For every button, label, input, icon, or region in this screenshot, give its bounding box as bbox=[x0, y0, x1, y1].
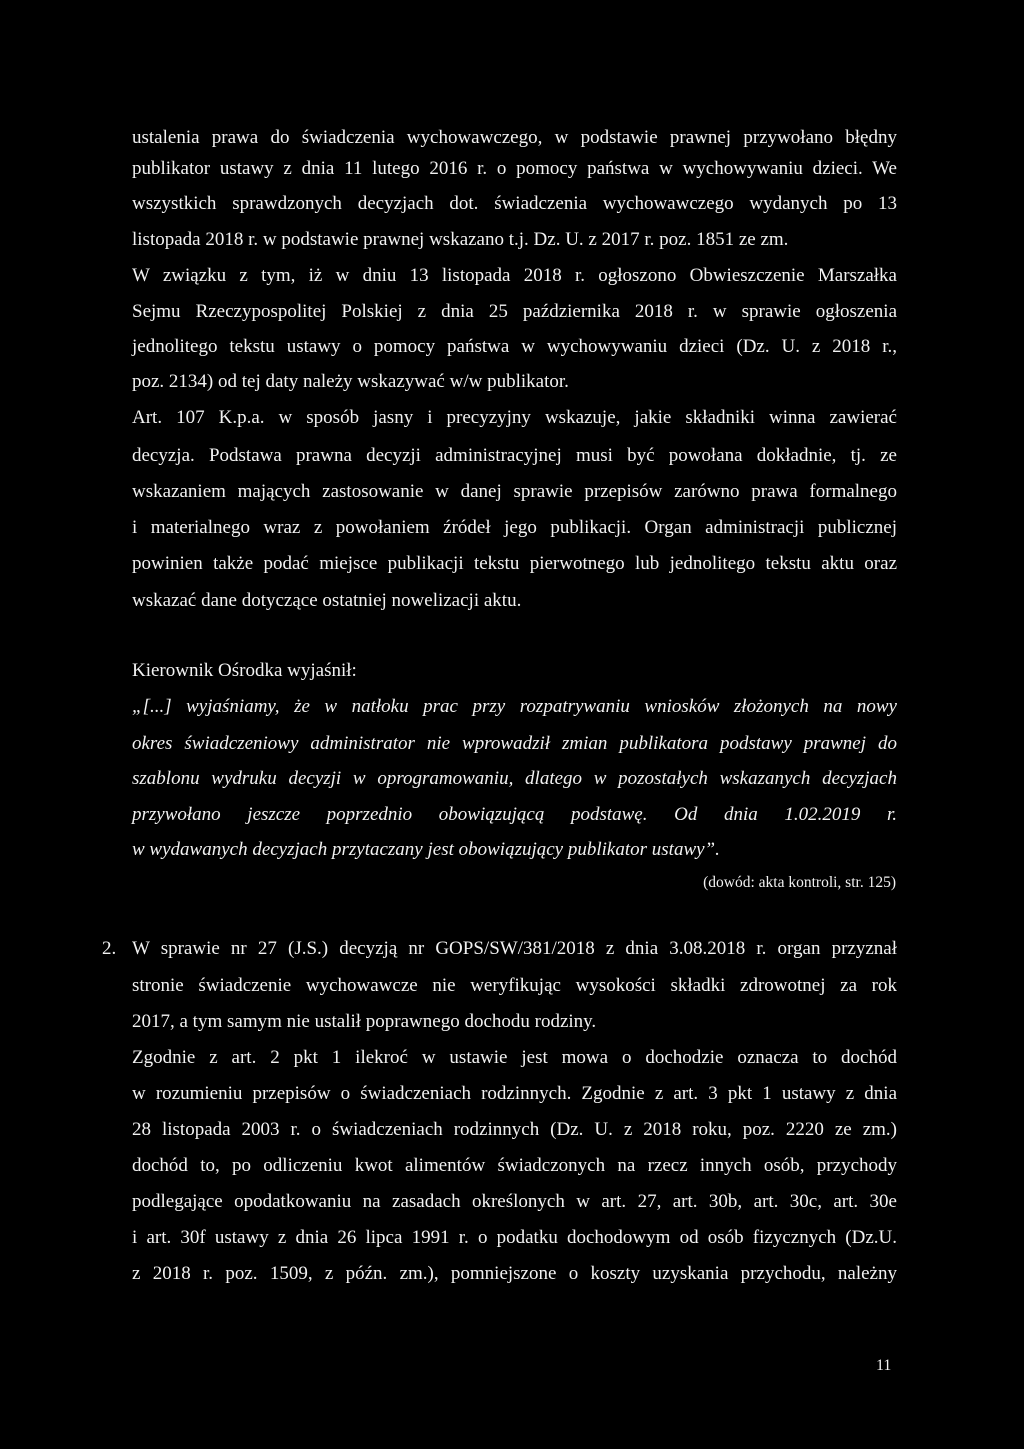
explanation-heading: Kierownik Ośrodka wyjaśnił: bbox=[132, 660, 357, 681]
text-line: decyzja. Podstawa prawna decyzji administracyjnej musi być powołana dokładnie, tj. ze bbox=[132, 445, 897, 466]
text-line: 2017, a tym samym nie ustalił poprawnego dochodu rodziny. bbox=[132, 1011, 597, 1032]
text-line: powinien także podać miejsce publikacji tekstu pierwotnego lub jednolitego tekstu aktu oraz bbox=[132, 553, 897, 574]
text-line: poz. 2134) od tej daty należy wskazywać w/w publikator. bbox=[132, 371, 569, 392]
text-line: listopada 2018 r. w podstawie prawnej wskazano t.j. Dz. U. z 2017 r. poz. 1851 ze zm. bbox=[132, 229, 789, 250]
text-line: stronie świadczenie wychowawcze nie weryfikując wysokości składki zdrowotnej za rok bbox=[132, 975, 897, 996]
quote-line: w wydawanych decyzjach przytaczany jest obowiązujący publikator ustawy”. bbox=[132, 839, 720, 860]
text-line: wskazaniem mających zastosowanie w danej sprawie przepisów zarówno prawa formalnego bbox=[132, 481, 897, 502]
text-line: wskazać dane dotyczące ostatniej nowelizacji aktu. bbox=[132, 590, 522, 611]
text-line: 28 listopada 2003 r. o świadczeniach rodzinnych (Dz. U. z 2018 roku, poz. 2220 ze zm.) bbox=[132, 1119, 897, 1140]
text-line: i art. 30f ustawy z dnia 26 lipca 1991 r. o podatku dochodowym od osób fizycznych (Dz.U. bbox=[132, 1227, 897, 1248]
source-note: (dowód: akta kontroli, str. 125) bbox=[703, 874, 896, 891]
text-line: Art. 107 K.p.a. w sposób jasny i precyzyjny wskazuje, jakie składniki winna zawierać bbox=[132, 407, 897, 428]
page-number: 11 bbox=[876, 1357, 892, 1374]
text-line: i materialnego wraz z powołaniem źródeł jego publikacji. Organ administracji publicznej bbox=[132, 517, 897, 538]
quote-line: „[...] wyjaśniamy, że w natłoku prac przy rozpatrywaniu wniosków złożonych na nowy bbox=[132, 696, 897, 717]
quote-line: przywołano jeszcze poprzednio obowiązującą podstawę. Od dnia 1.02.2019 r. bbox=[132, 804, 897, 825]
text-line: jednolitego tekstu ustawy o pomocy państwa w wychowywaniu dzieci (Dz. U. z 2018 r., bbox=[132, 336, 897, 357]
text-line: W sprawie nr 27 (J.S.) decyzją nr GOPS/SW/381/2018 z dnia 3.08.2018 r. organ przyznał bbox=[132, 938, 897, 959]
text-line: Zgodnie z art. 2 pkt 1 ilekroć w ustawie jest mowa o dochodzie oznacza to dochód bbox=[132, 1047, 897, 1068]
text-line: z 2018 r. poz. 1509, z późn. zm.), pomniejszone o koszty uzyskania przychodu, należny bbox=[132, 1263, 897, 1284]
text-line: podlegające opodatkowaniu na zasadach określonych w art. 27, art. 30b, art. 30c, art. 30e bbox=[132, 1191, 897, 1212]
quote-line: szablonu wydruku decyzji w oprogramowaniu, dlatego w pozostałych wskazanych decyzjach bbox=[132, 768, 897, 789]
text-line: w rozumieniu przepisów o świadczeniach rodzinnych. Zgodnie z art. 3 pkt 1 ustawy z dnia bbox=[132, 1083, 897, 1104]
text-line: ustalenia prawa do świadczenia wychowawczego, w podstawie prawnej przywołano błędny bbox=[132, 127, 897, 148]
text-line: publikator ustawy z dnia 11 lutego 2016 r. o pomocy państwa w wychowywaniu dzieci. We bbox=[132, 158, 897, 179]
text-line: Sejmu Rzeczypospolitej Polskiej z dnia 25 października 2018 r. w sprawie ogłoszenia bbox=[132, 301, 897, 322]
text-line: dochód to, po odliczeniu kwot alimentów świadczonych na rzecz innych osób, przychody bbox=[132, 1155, 897, 1176]
text-line: wszystkich sprawdzonych decyzjach dot. świadczenia wychowawczego wydanych po 13 bbox=[132, 193, 897, 214]
text-line: W związku z tym, iż w dniu 13 listopada 2018 r. ogłoszono Obwieszczenie Marszałka bbox=[132, 265, 897, 286]
quote-line: okres świadczeniowy administrator nie wprowadził zmian publikatora podstawy prawnej do bbox=[132, 733, 897, 754]
list-item-number: 2. bbox=[102, 938, 117, 959]
